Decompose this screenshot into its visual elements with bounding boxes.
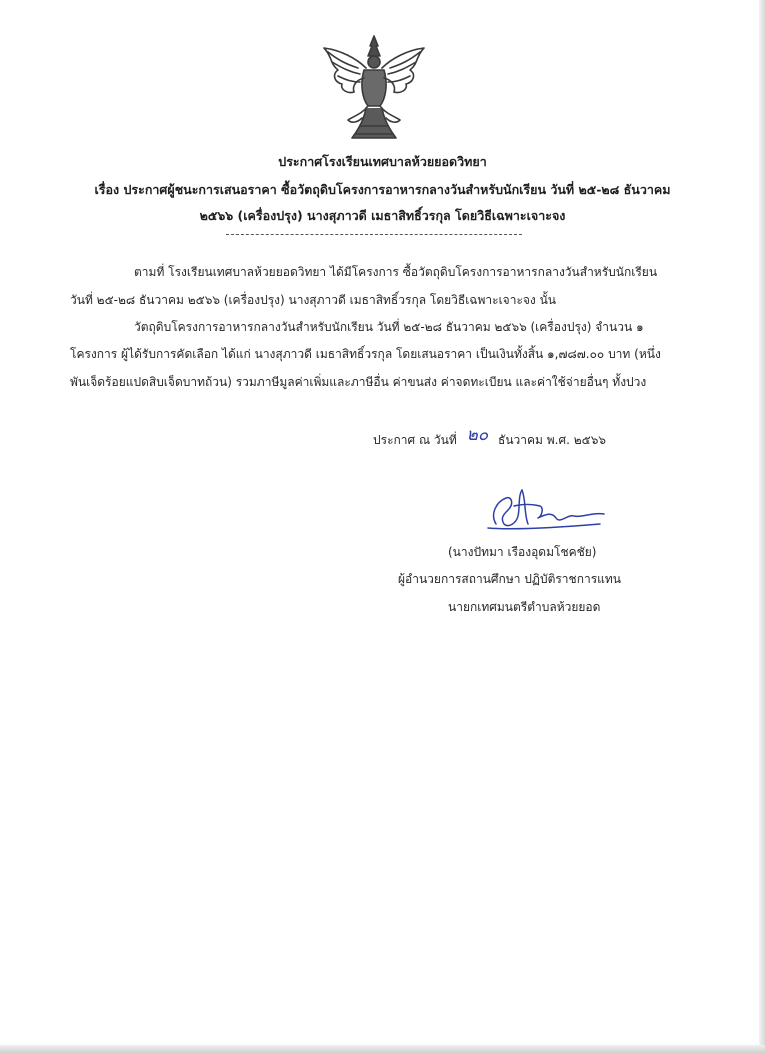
date-prefix: ประกาศ ณ วันที่ — [373, 433, 457, 447]
handwritten-signature — [482, 484, 612, 536]
subject-line-1: เรื่อง ประกาศผู้ชนะการเสนอราคา ซื้อวัตถุดิบโครงการอาหารกลางวันสำหรับนักเรียน วันที่ ๒๕-๒๘ ธันวาคม — [94, 182, 671, 197]
date-suffix: ธันวาคม พ.ศ. ๒๕๖๖ — [498, 433, 606, 447]
signatory-position-1: ผู้อำนวยการสถานศึกษา ปฏิบัติราชการแทน — [398, 572, 621, 586]
subject-line-2: ๒๕๖๖ (เครื่องปรุง) นางสุภาวดี เมธาสิทธิ์วรกุล โดยวิธีเฉพาะเจาะจง — [199, 208, 566, 223]
body-line-2: วันที่ ๒๕-๒๘ ธันวาคม ๒๕๖๖ (เครื่องปรุง) นางสุภาวดี เมธาสิทธิ์วรกุล โดยวิธีเฉพาะเจาะจง นั้น — [70, 293, 557, 307]
scan-edge-bottom — [0, 1045, 765, 1053]
signatory-position-2: นายกเทศมนตรีตำบลห้วยยอด — [448, 600, 601, 614]
garuda-emblem-icon — [318, 34, 430, 142]
body-line-5: พันเจ็ดร้อยแปดสิบเจ็ดบาทถ้วน) รวมภาษีมูลค่าเพิ่มและภาษีอื่น ค่าขนส่ง ค่าจดทะเบียน และค่าใช้จ่ายอื่นๆ ทั้งปวง — [70, 375, 647, 389]
handwritten-day: ๒๐ — [466, 425, 489, 445]
divider-line — [226, 234, 522, 235]
body-line-1: ตามที่ โรงเรียนเทศบาลห้วยยอดวิทยา ได้มีโครงการ ซื้อวัตถุดิบโครงการอาหารกลางวันสำหรับนักเรียน — [134, 265, 658, 279]
announcement-title: ประกาศโรงเรียนเทศบาลห้วยยอดวิทยา — [278, 154, 487, 169]
signatory-name: (นางปัทมา เรืองอุดมโชคชัย) — [448, 545, 597, 559]
scan-edge-right — [759, 0, 765, 1053]
body-line-4: โครงการ ผู้ได้รับการคัดเลือก ได้แก่ นางสุภาวดี เมธาสิทธิ์วรกุล โดยเสนอราคา เป็นเงินทั้งสิ้น ๑,๗๘๗.๐๐ บาท (หนึ่ง — [70, 347, 661, 361]
body-line-3: วัตถุดิบโครงการอาหารกลางวันสำหรับนักเรียน วันที่ ๒๕-๒๘ ธันวาคม ๒๕๖๖ (เครื่องปรุง) จำนวน ๑ — [134, 320, 644, 334]
announcement-date — [373, 425, 606, 452]
